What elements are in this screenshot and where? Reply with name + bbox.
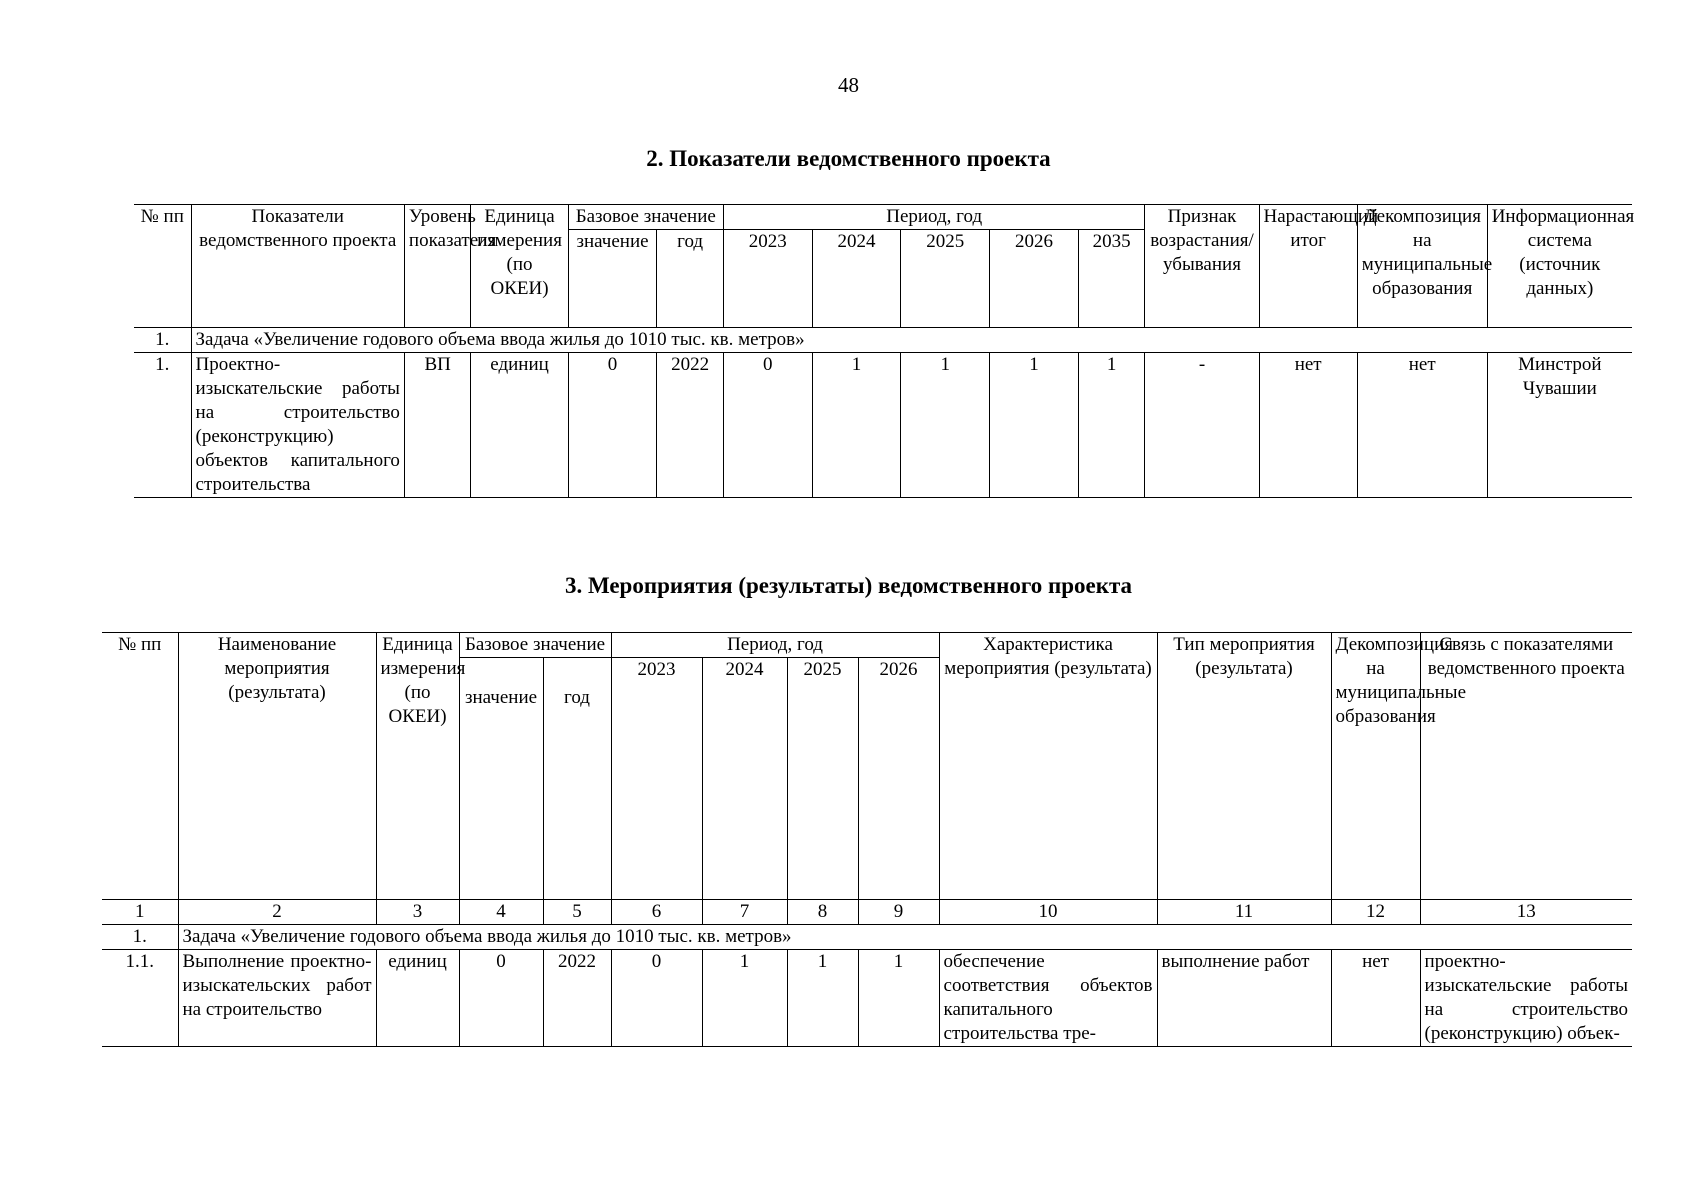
column-number: 3 [376,900,459,925]
row-link: проектно-изыскательские работы на строительство (реконструкцию) объек- [1420,950,1632,1047]
header-unit: Единица измерения (по ОКЕИ) [471,205,568,328]
column-number: 8 [787,900,858,925]
column-number: 6 [611,900,702,925]
header-decomposition: Декомпозиция на муниципальные образования [1331,633,1420,900]
row-characteristic: обеспечение соответствия объектов капитального строительства тре- [939,950,1157,1047]
header-num: № пп [134,205,191,328]
column-number: 1 [102,900,178,925]
indicators-table [134,204,1635,498]
task-row [102,925,1632,950]
header-indicator: Показатели ведомственного проекта [191,205,404,328]
row-base-year: 2022 [657,353,724,498]
header-year: 2025 [901,230,990,328]
header-unit: Единица измерения (по ОКЕИ) [376,633,459,900]
table-row [134,353,1632,498]
row-base-value: 0 [459,950,543,1047]
header-base-year: год [657,230,724,328]
header-decomposition: Декомпозиция на муниципальные образования [1357,205,1487,328]
header-characteristic: Характеристика мероприятия (результата) [939,633,1157,900]
task-num: 1. [102,925,178,950]
row-y2035: 1 [1078,353,1145,498]
header-type: Тип мероприятия (результата) [1157,633,1331,900]
header-base: Базовое значение [459,633,611,658]
header-period: Период, год [611,633,939,658]
header-year: 2025 [787,658,858,900]
header-year: 2023 [723,230,812,328]
table-row [102,950,1632,1047]
header-info-system: Информационная система (источник данных) [1487,205,1632,328]
header-num: № пп [102,633,178,900]
page-number: 48 [838,73,859,97]
header-base: Базовое значение [568,205,723,230]
header-level: Уровень показателя [404,205,471,328]
row-y2025: 1 [787,950,858,1047]
header-base-year: год [543,658,611,900]
row-y2023: 0 [611,950,702,1047]
column-numbers-row [102,900,1632,925]
row-decomposition: нет [1357,353,1487,498]
column-number: 5 [543,900,611,925]
column-number: 4 [459,900,543,925]
row-trend: - [1145,353,1259,498]
row-y2026: 1 [990,353,1079,498]
column-number: 9 [858,900,939,925]
header-year: 2026 [990,230,1079,328]
row-cumulative: нет [1259,353,1357,498]
header-year: 2024 [702,658,787,900]
row-indicator: Проектно-изыскательские работы на строительство (реконструкцию) объектов капитального строительства [191,353,404,498]
row-num: 1.1. [102,950,178,1047]
row-name: Выполнение проектно-изыскательских работ на строительство [178,950,376,1047]
row-y2026: 1 [858,950,939,1047]
section-3-title: 3. Мероприятия (результаты) ведомственного проекта [564,573,1133,598]
task-text: Задача «Увеличение годового объема ввода жилья до 1010 тыс. кв. метров» [191,328,1632,353]
task-num: 1. [134,328,191,353]
header-year: 2023 [611,658,702,900]
row-num: 1. [134,353,191,498]
header-cumulative: Нарастающий итог [1259,205,1357,328]
task-row [134,328,1632,353]
row-y2024: 1 [812,353,901,498]
header-name: Наименование мероприятия (результата) [178,633,376,900]
task-text: Задача «Увеличение годового объема ввода жилья до 1010 тыс. кв. метров» [178,925,1632,950]
row-unit: единиц [376,950,459,1047]
header-period: Период, год [723,205,1145,230]
row-base-value: 0 [568,353,657,498]
column-number: 11 [1157,900,1331,925]
header-base-value: значение [459,658,543,900]
row-level: ВП [404,353,471,498]
header-year: 2026 [858,658,939,900]
row-type: выполнение работ [1157,950,1331,1047]
row-decomposition: нет [1331,950,1420,1047]
column-number: 7 [702,900,787,925]
row-y2025: 1 [901,353,990,498]
column-number: 10 [939,900,1157,925]
column-number: 2 [178,900,376,925]
row-unit: единиц [471,353,568,498]
row-info-system: Минстрой Чувашии [1487,353,1632,498]
header-trend: Признак возрастания/ убывания [1145,205,1259,328]
header-year: 2024 [812,230,901,328]
section-2-title: 2. Показатели ведомственного проекта [646,146,1051,171]
column-number: 12 [1331,900,1420,925]
row-base-year: 2022 [543,950,611,1047]
header-year: 2035 [1078,230,1145,328]
activities-table [102,632,1632,1047]
header-link: Связь с показателями ведомственного проекта [1420,633,1632,900]
row-y2023: 0 [723,353,812,498]
row-y2024: 1 [702,950,787,1047]
header-base-value: значение [568,230,657,328]
column-number: 13 [1420,900,1632,925]
